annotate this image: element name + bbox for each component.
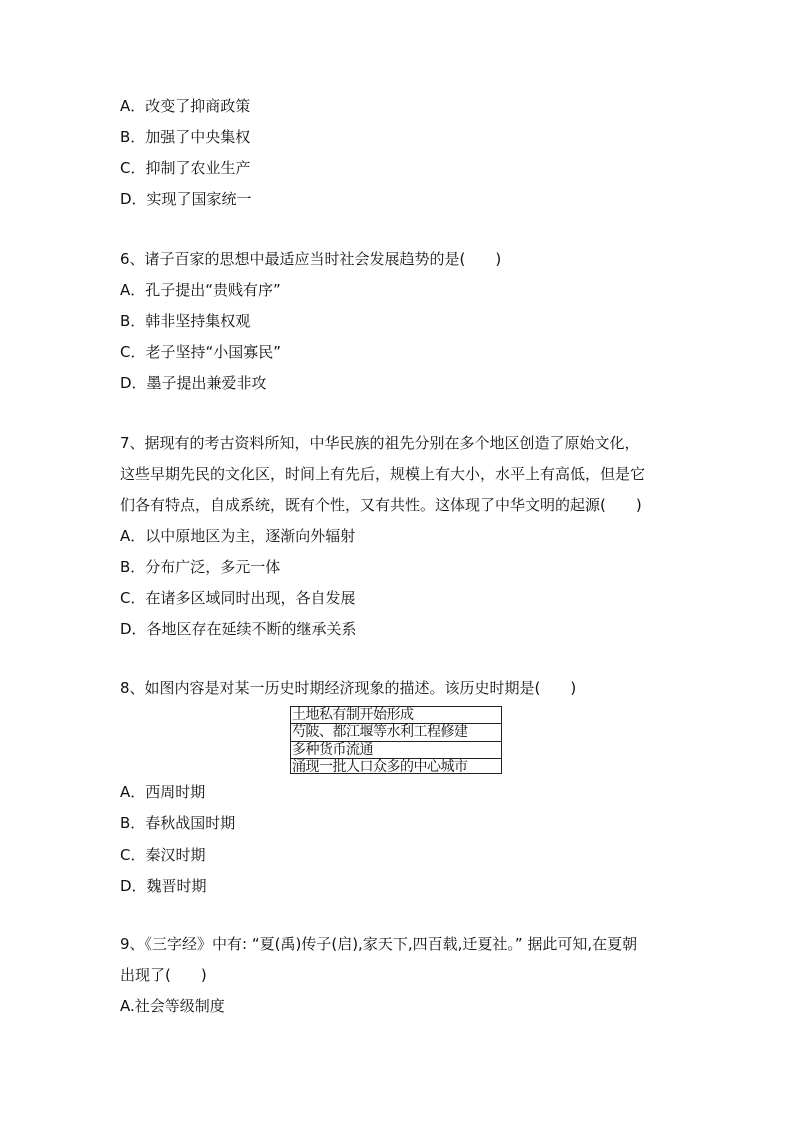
- q8-stem: 8、如图内容是对某一历史时期经济现象的描述。该历史时期是( ): [120, 679, 577, 697]
- q8-box-row-3: 多种货币流通: [291, 742, 501, 759]
- q9-stem-line-2: 出现了( ): [120, 966, 207, 984]
- q7-stem-line-2: 这些早期先民的文化区，时间上有先后，规模上有大小，水平上有高低，但是它: [120, 465, 646, 483]
- q9-option-a: A.社会等级制度: [120, 997, 225, 1015]
- q6-option-b: B．韩非坚持集权观: [120, 312, 251, 330]
- q7-option-d: D．各地区存在延续不断的继承关系: [120, 620, 357, 638]
- q5-option-b: B．加强了中央集权: [120, 128, 251, 146]
- q5-option-a: A．改变了抑商政策: [120, 97, 251, 115]
- q7-option-a: A．以中原地区为主，逐渐向外辐射: [120, 527, 356, 545]
- q8-box-row-2: 芍陂、都江堰等水利工程修建: [291, 724, 501, 741]
- q5-option-c: C．抑制了农业生产: [120, 159, 251, 177]
- q8-option-d: D．魏晋时期: [120, 877, 207, 895]
- q8-figure-box: [290, 706, 502, 774]
- q5-option-d: D．实现了国家统一: [120, 190, 252, 208]
- q8-option-a: A．西周时期: [120, 783, 206, 801]
- q7-option-c: C．在诸多区域同时出现，各自发展: [120, 589, 356, 607]
- q6-option-c: C．老子坚持“小国寡民”: [120, 343, 282, 361]
- q8-box-row-1: 土地私有制开始形成: [291, 707, 501, 724]
- q9-stem-line-1: 9、《三字经》中有: “夏(禹)传子(启),家天下,四百载,迁夏社。” 据此可知,在夏朝: [120, 935, 638, 953]
- q7-stem-line-3: 们各有特点，自成系统，既有个性，又有共性。这体现了中华文明的起源( ): [120, 496, 642, 514]
- q6-option-a: A．孔子提出“贵贱有序”: [120, 281, 281, 299]
- q6-option-d: D．墨子提出兼爱非攻: [120, 374, 267, 392]
- q8-option-b: B．春秋战国时期: [120, 814, 236, 832]
- q7-option-b: B．分布广泛，多元一体: [120, 558, 281, 576]
- q7-stem-line-1: 7、据现有的考古资料所知，中华民族的祖先分别在多个地区创造了原始文化，: [120, 434, 640, 452]
- q6-stem: 6、诸子百家的思想中最适应当时社会发展趋势的是( ): [120, 250, 502, 268]
- q8-option-c: C．秦汉时期: [120, 846, 206, 864]
- q8-box-row-4: 涌现一批人口众多的中心城市: [292, 759, 468, 776]
